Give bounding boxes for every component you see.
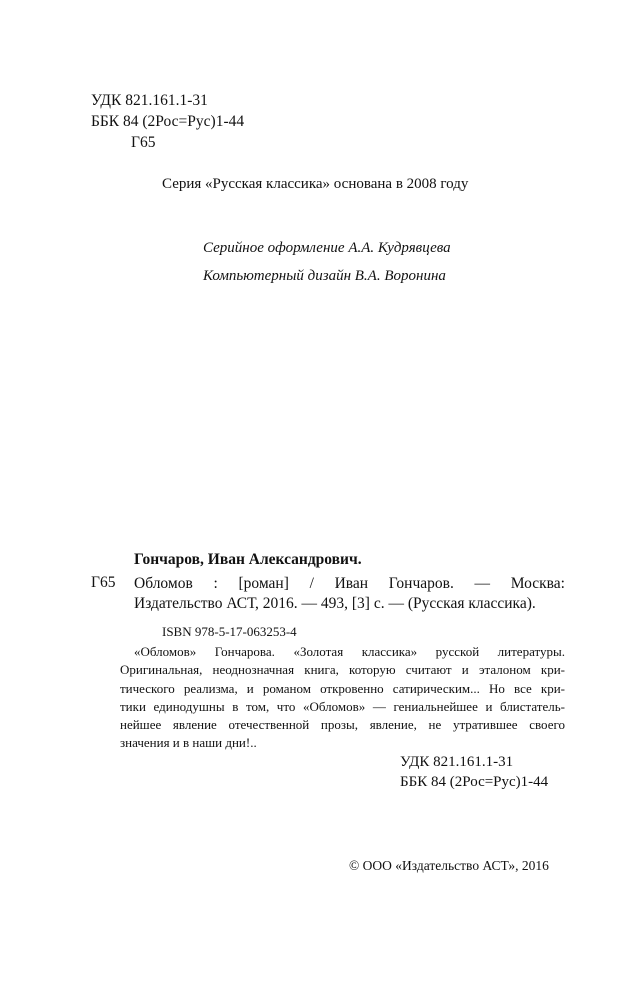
author-heading: Гончаров, Иван Александрович.	[134, 551, 362, 568]
description-line: Обломов : [роман] / Иван Гончаров. — Москва:	[134, 575, 565, 592]
udk-code: УДК 821.161.1-31	[91, 92, 208, 109]
udk-code: УДК 821.161.1-31	[400, 754, 514, 770]
bbk-code: ББК 84 (2Рос=Рус)1-44	[400, 774, 549, 790]
annotation-line: нейшее явление отечественной прозы, явление, не утратившее своего	[120, 717, 565, 733]
annotation-line: значения и в наши дни!..	[120, 735, 257, 751]
computer-design-credit: Компьютерный дизайн В.А. Воронина	[203, 268, 446, 284]
annotation-line: Оригинальная, неоднозначная книга, которую считают и эталоном кри-	[120, 662, 565, 678]
series-note: Серия «Русская классика» основана в 2008 году	[162, 176, 469, 192]
copyright-notice: © ООО «Издательство АСТ», 2016	[349, 858, 549, 873]
annotation-line: тики единодушны в том, что «Обломов» — гениальнейшее и блистатель-	[120, 698, 565, 714]
annotation-line: «Обломов» Гончарова. «Золотая классика» русской литературы.	[134, 644, 565, 659]
bbk-code: ББК 84 (2Рос=Рус)1-44	[91, 113, 245, 130]
record-author-sign: Г65	[91, 574, 116, 591]
description-line: Издательство АСТ, 2016. — 493, [3] с. — (Русская классика).	[134, 595, 536, 612]
top-classification-codes	[91, 90, 244, 153]
isbn: ISBN 978-5-17-063253-4	[162, 624, 297, 639]
annotation-line: тического реализма, и романом откровенно сатирическим... Но все кри-	[120, 680, 565, 696]
serial-design-credit: Серийное оформление А.А. Кудрявцева	[203, 240, 451, 256]
bottom-classification-codes	[400, 752, 548, 792]
annotation	[120, 643, 565, 753]
bibliographic-description	[134, 574, 565, 614]
author-sign: Г65	[131, 134, 156, 151]
